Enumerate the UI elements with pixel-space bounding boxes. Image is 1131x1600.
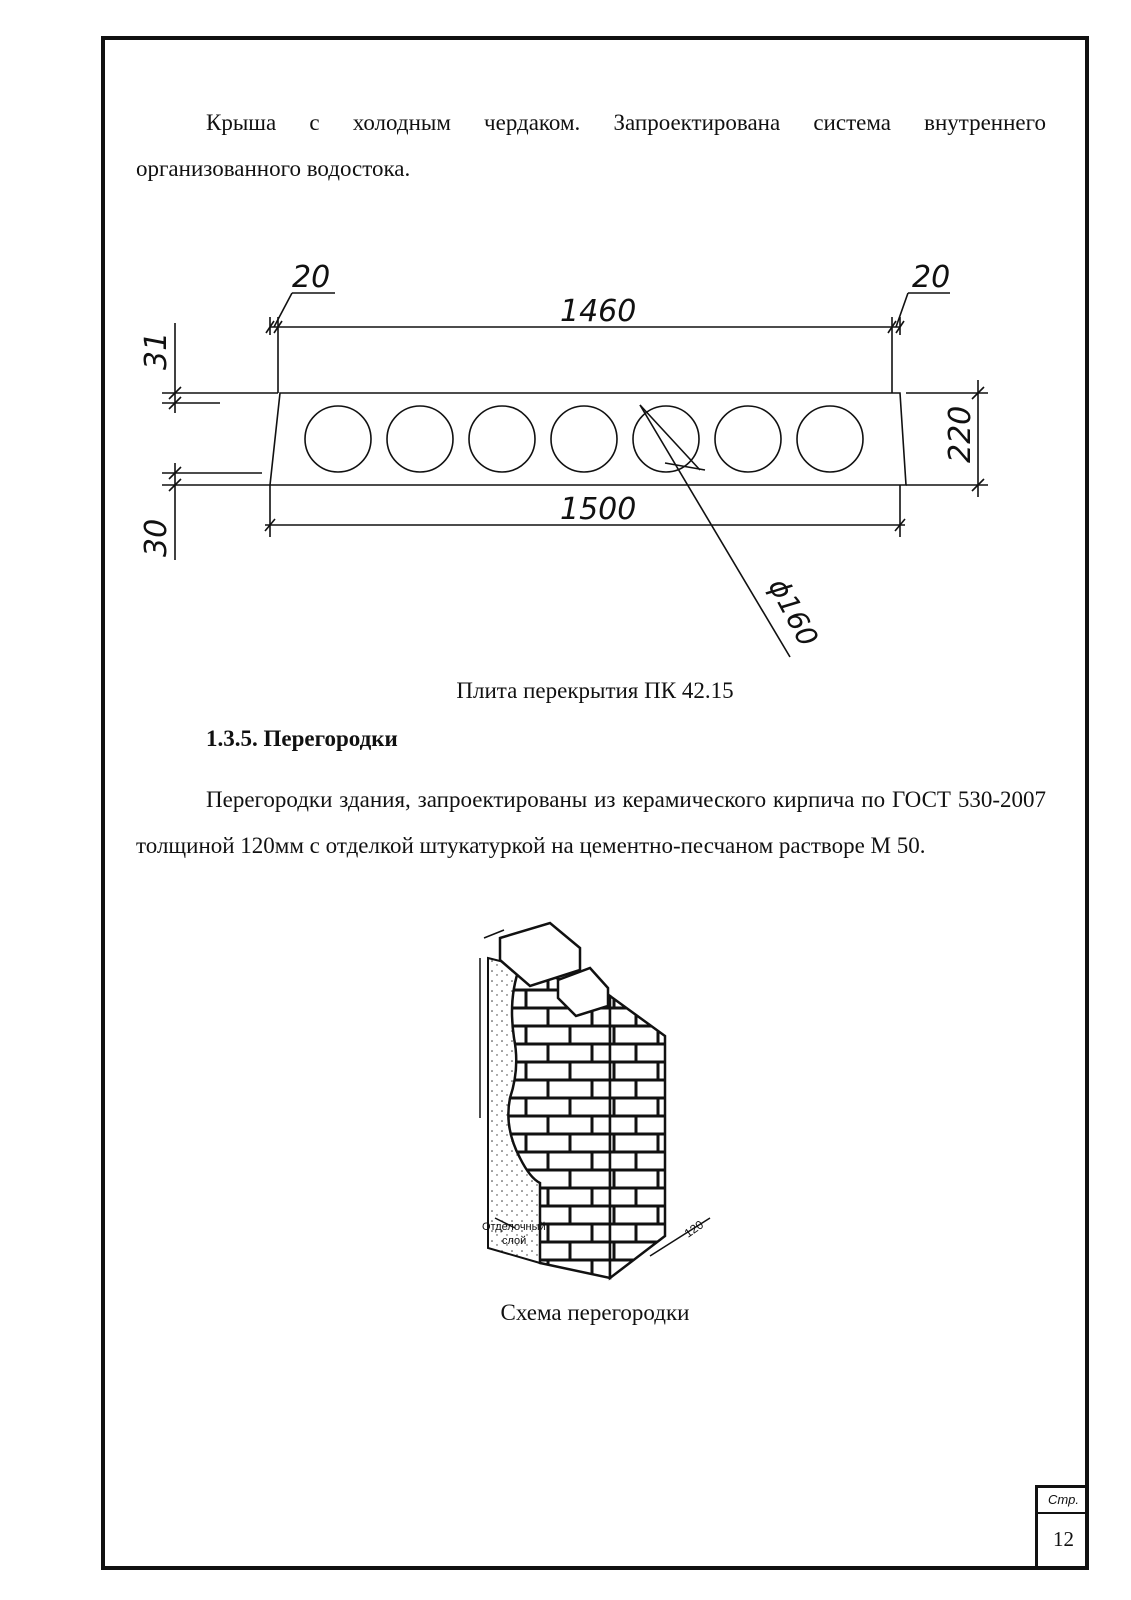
dim-hole-diameter: ϕ160 bbox=[761, 572, 825, 652]
slab-hole bbox=[633, 406, 699, 472]
page-stamp bbox=[1035, 1485, 1089, 1570]
intro-paragraph: Крыша с холодным чердаком. Запроектирована система внутреннего организованного водостока. bbox=[136, 110, 1046, 181]
dim-top-right-overhang: 20 bbox=[912, 260, 951, 295]
dim-top-left-overhang: 20 bbox=[292, 260, 331, 295]
section-heading: 1.3.5. Перегородки bbox=[206, 726, 398, 751]
dim-bottom-offset: 30 bbox=[139, 518, 174, 557]
slab-caption: Плита перекрытия ПК 42.15 bbox=[456, 678, 734, 703]
slab-drawing bbox=[120, 245, 1020, 665]
slab-hole bbox=[469, 406, 535, 472]
dim-height: 220 bbox=[943, 405, 978, 463]
dim-top-offset: 31 bbox=[139, 331, 174, 370]
wall-caption: Схема перегородки bbox=[500, 1300, 690, 1325]
slab-hole bbox=[715, 406, 781, 472]
page-number: 12 bbox=[1053, 1527, 1074, 1551]
thickness-label: 120 bbox=[681, 1217, 707, 1241]
slab-hole bbox=[797, 406, 863, 472]
slab-hole bbox=[551, 406, 617, 472]
slab-hole bbox=[305, 406, 371, 472]
layer-label-line2: слой bbox=[502, 1235, 527, 1247]
slab-hole bbox=[387, 406, 453, 472]
stamp-label: Стр. bbox=[1038, 1488, 1089, 1514]
slab-holes bbox=[305, 406, 863, 472]
brick-side bbox=[610, 996, 665, 1278]
wall-drawing bbox=[460, 918, 730, 1288]
dim-bottom-length: 1500 bbox=[560, 492, 637, 527]
dim-top-length: 1460 bbox=[560, 294, 637, 329]
layer-label-line1: Отделочный bbox=[482, 1221, 546, 1233]
partitions-paragraph: Перегородки здания, запроектированы из керамического кирпича по ГОСТ 530-2007 толщиной 120мм с отделкой штукатуркой на цементно-песчаном растворе М 50. bbox=[136, 787, 1046, 858]
